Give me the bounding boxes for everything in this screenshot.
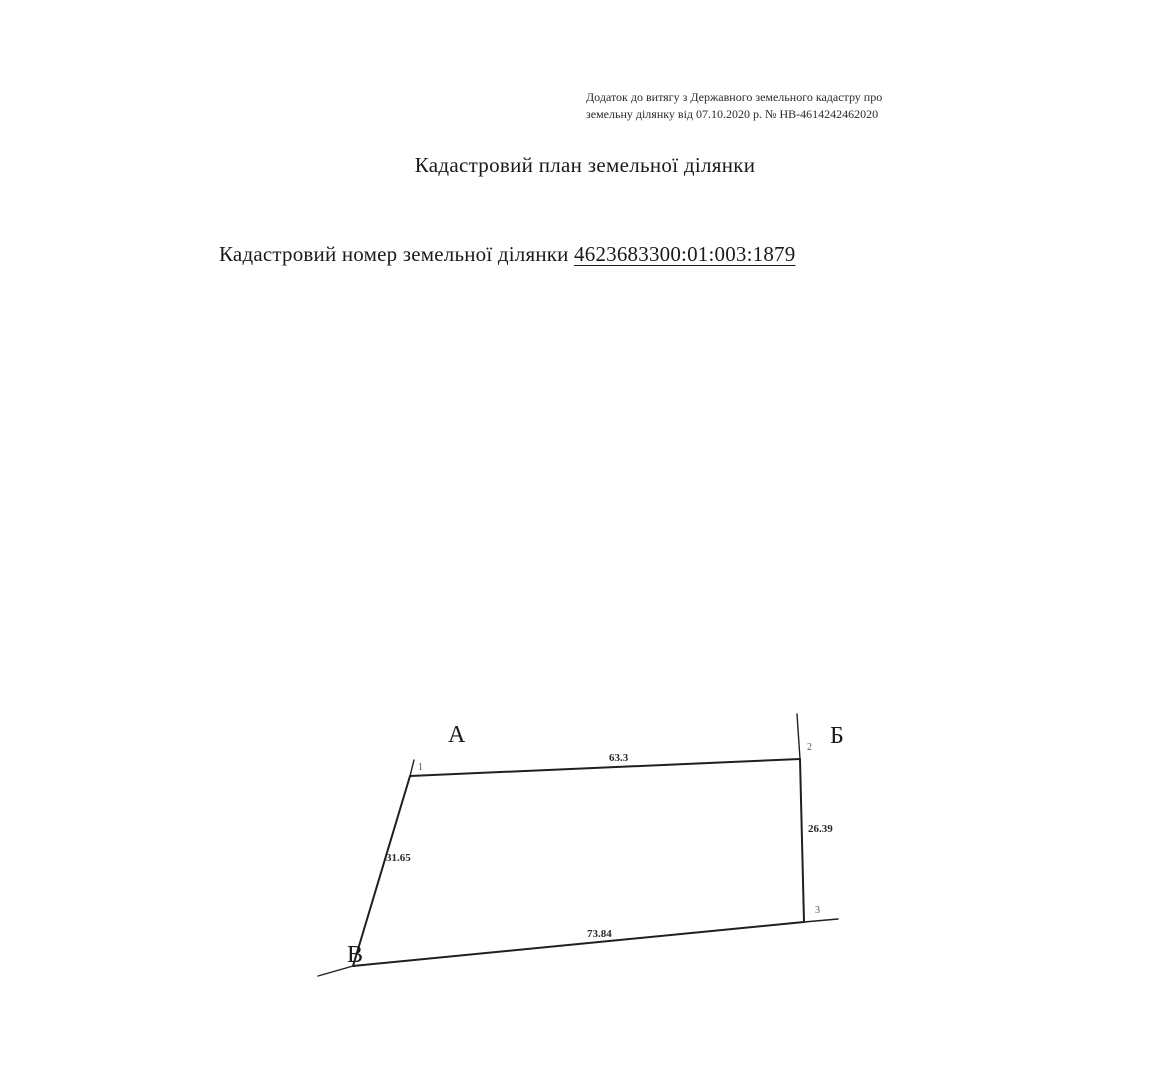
boundary-side-1-2 — [410, 759, 800, 776]
cadastral-number-label: Кадастровий номер земельної ділянки — [219, 242, 569, 266]
segment-length-3-4: 73.84 — [587, 928, 612, 940]
plan-title-text: Кадастровий план земельної ділянки — [414, 153, 756, 177]
segment-length-1-2: 63.3 — [609, 752, 629, 764]
point-letter-b: Б — [830, 723, 844, 749]
boundary-side-2-3 — [800, 759, 804, 922]
vertex-number-3: 3 — [815, 905, 820, 916]
boundary-side-3-4 — [353, 922, 804, 966]
vertex-number-2: 2 — [807, 742, 812, 753]
cadastral-number: 4623683300:01:003:1879 — [574, 242, 796, 266]
point-letter-v: В — [347, 942, 364, 968]
adjacent-line-east — [804, 919, 838, 922]
adjacent-line-north — [410, 760, 414, 776]
segment-length-4-1: 31.65 — [386, 852, 411, 864]
segment-length-2-3: 26.39 — [808, 823, 833, 835]
point-letter-a: А — [448, 722, 466, 748]
appendix-note-line-1: Додаток до витягу з Державного земельного кадастру про — [586, 90, 883, 104]
vertex-number-1: 1 — [418, 762, 423, 773]
boundary-side-4-1 — [353, 776, 410, 966]
appendix-note-line-2: земельну ділянку від 07.10.2020 р. № НВ-4614242462020 — [586, 107, 879, 121]
adjacent-line-top — [797, 714, 800, 759]
